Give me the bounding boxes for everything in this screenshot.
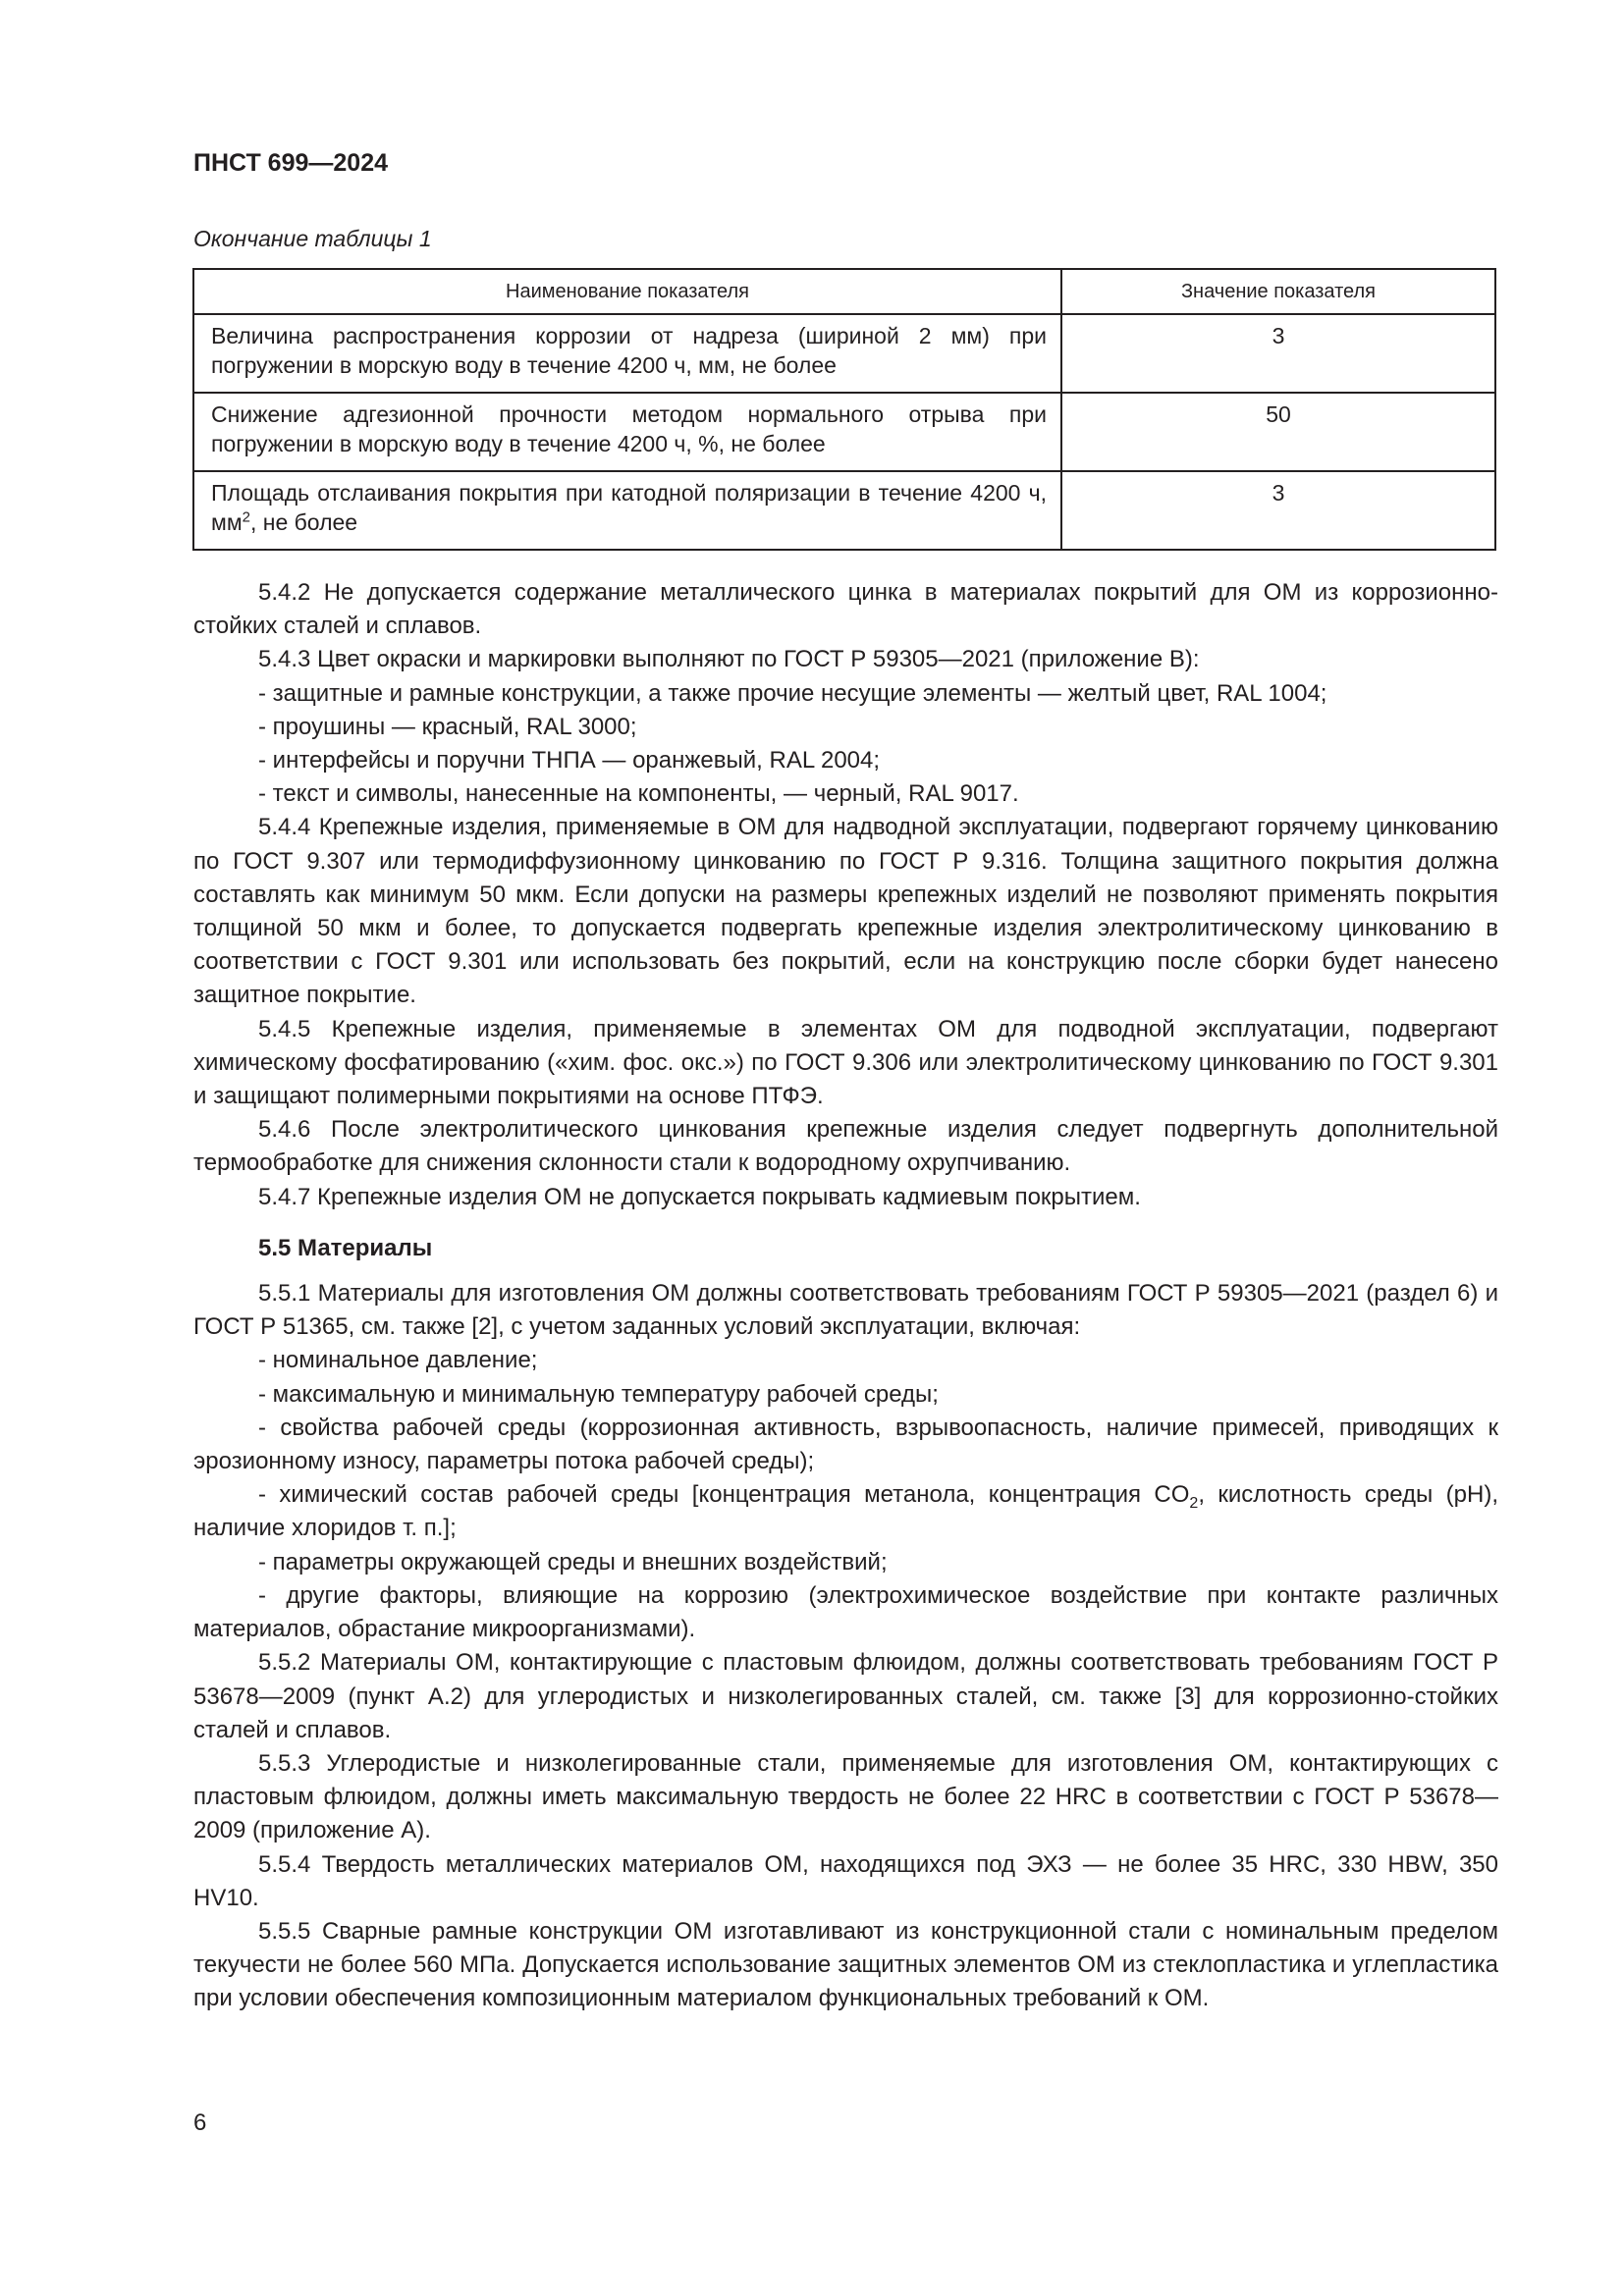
- table-row: [193, 314, 1495, 393]
- table-caption: Окончание таблицы 1: [193, 226, 432, 251]
- paragraph-5-5-1: 5.5.1 Материалы для изготовления ОМ должны соответствовать требованиям ГОСТ Р 59305—2021 (раздел 6) и ГОСТ Р 51365, см. также [2], с учетом заданных условий эксплуатации, включая:: [193, 1280, 1498, 1341]
- indicator-value: 50: [1061, 393, 1495, 471]
- list-item: - химический состав рабочей среды [концентрация метанола, концентрация $CO_2$, кислотность среды (рН), наличие хлоридов т. п.];: [193, 1481, 1498, 1542]
- paragraph-5-4-2: 5.4.2 Не допускается содержание металлического цинка в материалах покрытий для ОМ из коррозионно-стойких сталей и сплавов.: [193, 579, 1498, 640]
- list-item: - другие факторы, влияющие на коррозию (электрохимическое воздействие при контакте различных материалов, обрастание микроорганизмами).: [193, 1581, 1498, 1643]
- list-item: - защитные и рамные конструкции, а также прочие несущие элементы — желтый цвет, RAL 1004;: [258, 679, 1327, 707]
- paragraph-5-5-4: 5.5.4 Твердость металлических материалов ОМ, находящихся под ЭХЗ — не более 35 HRC, 330 HBW, 350 HV10.: [193, 1850, 1498, 1911]
- list-item: - текст и символы, нанесенные на компоненты, — черный, RAL 9017.: [258, 780, 1019, 808]
- paragraph-5-4-5: 5.4.5 Крепежные изделия, применяемые в элементах ОМ для подводной эксплуатации, подвергают химическому фосфатированию («хим. фос. окс.») по ГОСТ 9.306 или электролитическому цинкованию по ГОСТ 9.301 и защищают полимерными покрытиями на основе ПТФЭ.: [193, 1015, 1498, 1110]
- list-item: - максимальную и минимальную температуру рабочей среды;: [258, 1380, 939, 1408]
- indicator-value: 3: [1061, 471, 1495, 550]
- list-item: - параметры окружающей среды и внешних воздействий;: [258, 1548, 888, 1575]
- paragraph-5-4-6: 5.4.6 После электролитического цинкования крепежные изделия следует подвергнуть дополнительной термообработке для снижения склонности стали к водородному охрупчиванию.: [193, 1116, 1498, 1177]
- document-code: ПНСТ 699—2024: [193, 149, 388, 177]
- indicator-name: Снижение адгезионной прочности методом нормального отрыва при погружении в морскую воду в течение 4200 ч, %, не более: [193, 393, 1061, 471]
- section-heading-5-5: 5.5 Материалы: [258, 1234, 433, 1261]
- paragraph-5-4-3: 5.4.3 Цвет окраски и маркировки выполняют по ГОСТ Р 59305—2021 (приложение В):: [258, 646, 1200, 673]
- table-row: [193, 471, 1495, 550]
- page-number: 6: [193, 2109, 207, 2136]
- body-text: [193, 576, 1498, 2016]
- list-item: - номинальное давление;: [258, 1347, 538, 1374]
- paragraph-5-5-3: 5.5.3 Углеродистые и низколегированные стали, применяемые для изготовления ОМ, контактирующих с пластовым флюидом, должны иметь максимальную твердость не более 22 HRC в соответствии с ГОСТ Р 53678—2009 (приложение А).: [193, 1749, 1498, 1844]
- paragraph-5-5-2: 5.5.2 Материалы ОМ, контактирующие с пластовым флюидом, должны соответствовать требованиям ГОСТ Р 53678—2009 (пункт А.2) для углеродистых и низколегированных сталей, см. также [3] для коррозионно-стойких сталей и сплавов.: [193, 1649, 1498, 1743]
- indicator-name: Площадь отслаивания покрытия при катодной поляризации в течение 4200 ч, $мм^2$, не более: [193, 471, 1061, 550]
- indicator-value: 3: [1061, 314, 1495, 393]
- column-header-value: Значение показателя: [1061, 269, 1495, 314]
- table-header-row: [193, 269, 1495, 314]
- paragraph-5-4-7: 5.4.7 Крепежные изделия ОМ не допускается покрывать кадмиевым покрытием.: [258, 1183, 1141, 1210]
- list-item: - проушины — красный, RAL 3000;: [258, 713, 637, 740]
- indicator-name: Величина распространения коррозии от надреза (шириной 2 мм) при погружении в морскую воду в течение 4200 ч, мм, не более: [193, 314, 1061, 393]
- table-row: [193, 393, 1495, 471]
- paragraph-5-5-5: 5.5.5 Сварные рамные конструкции ОМ изготавливают из конструкционной стали с номинальным пределом текучести не более 560 МПа. Допускается использование защитных элементов ОМ из стеклопластика и углепластика при условии обеспечения композиционным материалом функциональных требований к ОМ.: [193, 1917, 1498, 2012]
- indicator-table: [192, 268, 1496, 551]
- list-item: - интерфейсы и поручни ТНПА — оранжевый, RAL 2004;: [258, 747, 881, 774]
- list-item: - свойства рабочей среды (коррозионная активность, взрывоопасность, наличие примесей, приводящих к эрозионному износу, параметры потока рабочей среды);: [193, 1414, 1498, 1475]
- paragraph-5-4-4: 5.4.4 Крепежные изделия, применяемые в ОМ для надводной эксплуатации, подвергают горячему цинкованию по ГОСТ 9.307 или термодиффузионному цинкованию по ГОСТ Р 9.316. Толщина защитного покрытия должна составлять как минимум 50 мкм. Если допуски на размеры крепежных изделий не позволяют применять покрытия толщиной 50 мкм и более, то допускается подвергать крепежные изделия электролитическому цинкованию в соответствии с ГОСТ 9.301 или использовать без покрытий, если на конструкцию после сборки будет нанесено защитное покрытие.: [193, 814, 1498, 1009]
- column-header-name: Наименование показателя: [193, 269, 1061, 314]
